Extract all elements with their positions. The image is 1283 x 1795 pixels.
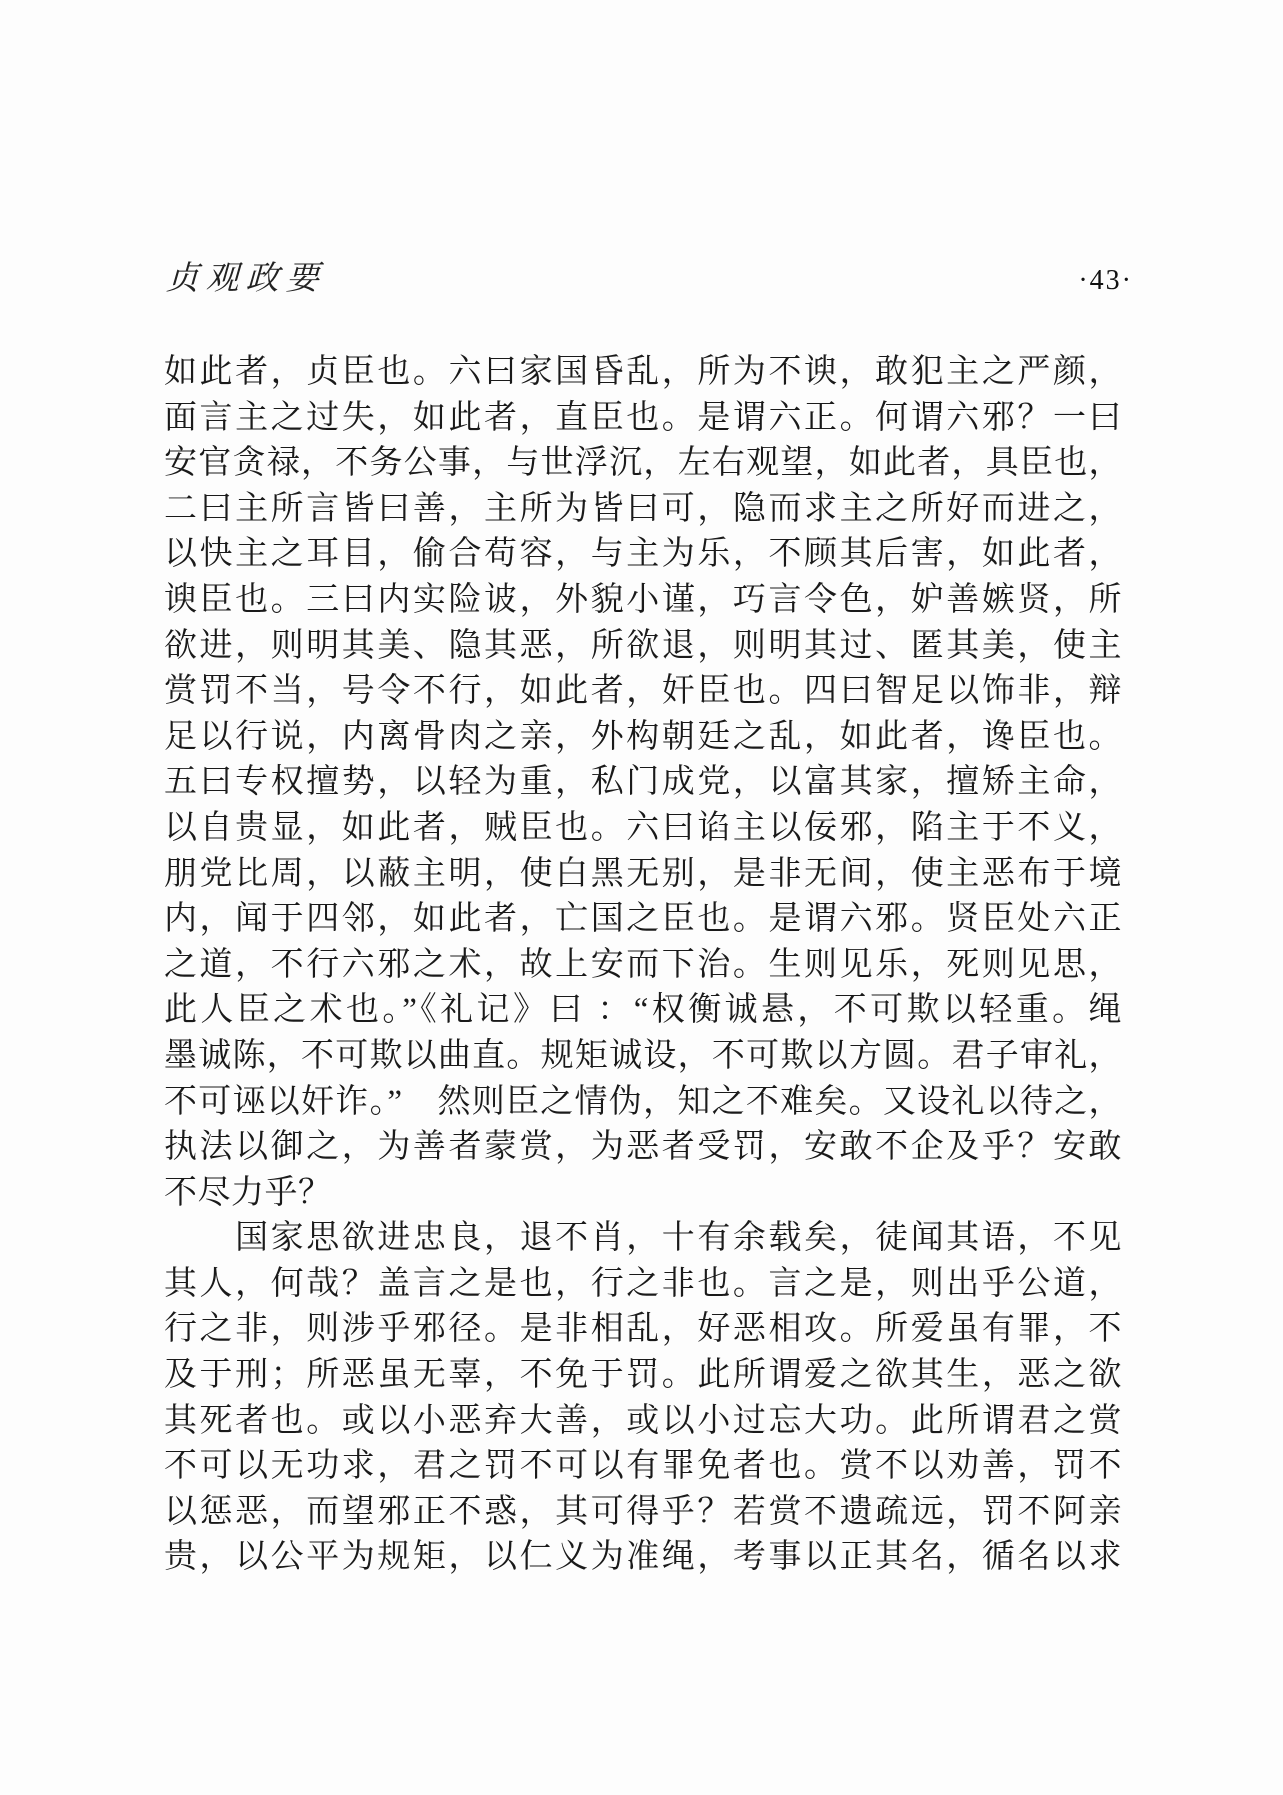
text-line: 内，闻于四邻，如此者，亡国之臣也。是谓六邪。贤臣处六正 bbox=[164, 901, 1122, 938]
text-line: 之道，不行六邪之术，故上安而下治。生则见乐，死则见思， bbox=[164, 946, 1122, 983]
text-line: 及于刑；所恶虽无辜，不免于罚。此所谓爱之欲其生，恶之欲 bbox=[164, 1357, 1122, 1394]
running-header bbox=[166, 252, 1133, 299]
text-line: 朋党比周，以蔽主明，使白黑无别，是非无间，使主恶布于境 bbox=[164, 855, 1122, 892]
text-line: 其人，何哉？盖言之是也，行之非也。言之是，则出乎公道， bbox=[164, 1265, 1122, 1302]
text-line: 墨诚陈，不可欺以曲直。规矩诚设，不可欺以方圆。君子审礼， bbox=[164, 1037, 1122, 1074]
text-line: 五曰专权擅势，以轻为重，私门成党，以富其家，擅矫主命， bbox=[164, 764, 1122, 801]
text-line: 安官贪禄，不务公事，与世浮沉，左右观望，如此者，具臣也， bbox=[164, 445, 1122, 482]
text-line: 国家思欲进忠良，退不肖，十有余载矣，徒闻其语，不见 bbox=[164, 1220, 1122, 1257]
text-line: 执法以御之，为善者蒙赏，为恶者受罚，安敢不企及乎？安敢 bbox=[164, 1129, 1122, 1166]
text-line: 此人臣之术也。”《礼记》曰 ：“权衡诚悬，不可欺以轻重。绳 bbox=[164, 992, 1122, 1029]
text-line: 面言主之过失，如此者，直臣也。是谓六正。何谓六邪？一曰 bbox=[164, 399, 1122, 436]
body-text bbox=[164, 350, 1122, 1581]
text-line: 以惩恶，而望邪正不惑，其可得乎？若赏不遗疏远，罚不阿亲 bbox=[164, 1493, 1122, 1530]
text-line: 如此者，贞臣也。六曰家国昏乱，所为不谀，敢犯主之严颜， bbox=[164, 354, 1122, 390]
text-line: 以自贵显，如此者，贼臣也。六曰谄主以佞邪，陷主于不义， bbox=[164, 809, 1122, 846]
text-line: 其死者也。或以小恶弃大善，或以小过忘大功。此所谓君之赏 bbox=[164, 1402, 1122, 1439]
text-line: 足以行说，内离骨肉之亲，外构朝廷之乱，如此者，谗臣也。 bbox=[164, 718, 1122, 755]
text-line: 不尽力乎？ bbox=[164, 1174, 332, 1211]
text-line: 不可以无功求，君之罚不可以有罪免者也。赏不以劝善，罚不 bbox=[164, 1448, 1122, 1485]
text-line: 不可诬以奸诈。” 然则臣之情伪，知之不难矣。又设礼以待之， bbox=[164, 1083, 1122, 1120]
text-line: 谀臣也。三曰内实险诐，外貌小谨，巧言令色，妒善嫉贤，所 bbox=[164, 581, 1122, 618]
text-line: 欲进，则明其美、隐其恶，所欲退，则明其过、匿其美，使主 bbox=[164, 627, 1122, 664]
text-line: 行之非，则涉乎邪径。是非相乱，好恶相攻。所爱虽有罪，不 bbox=[164, 1311, 1122, 1348]
text-line: 赏罚不当，号令不行，如此者，奸臣也。四曰智足以饰非，辩 bbox=[164, 673, 1122, 710]
text-line: 以快主之耳目，偷合苟容，与主为乐，不顾其后害，如此者， bbox=[164, 536, 1122, 573]
page-number: ·43· bbox=[1078, 265, 1133, 296]
text-line: 贵，以公平为规矩，以仁义为准绳，考事以正其名，循名以求 bbox=[164, 1539, 1122, 1576]
text-line: 二曰主所言皆曰善，主所为皆曰可，隐而求主之所好而进之， bbox=[164, 490, 1122, 527]
running-header-title: 贞观政要 bbox=[165, 261, 327, 297]
